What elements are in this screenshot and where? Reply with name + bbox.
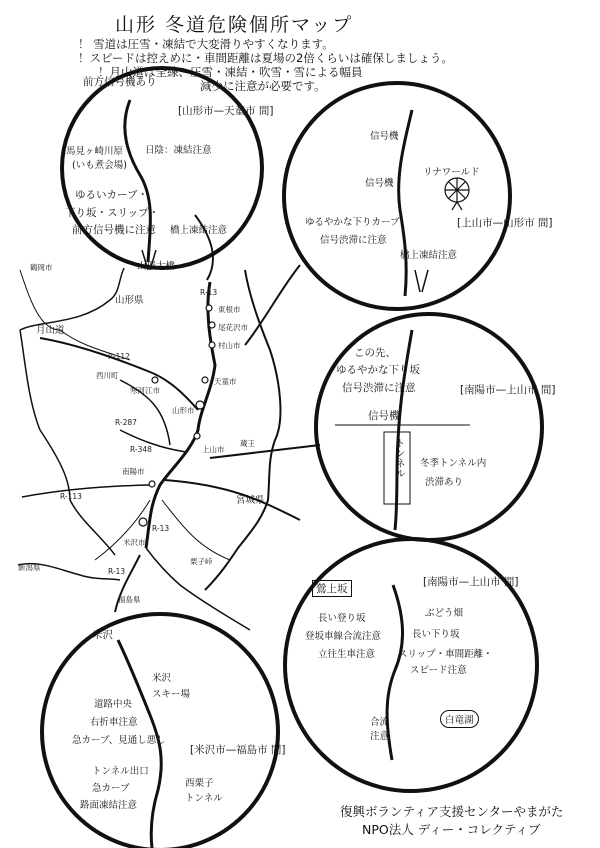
map-annotation: 信号機 <box>368 410 400 422</box>
map-label: 米沢市 <box>123 538 146 547</box>
road-circle2 <box>399 110 412 296</box>
map-label: 尾花沢市 <box>218 323 248 332</box>
section-label: [南陽市—上山市 間] <box>423 576 519 588</box>
map-annotation: (いも煮会場) <box>72 160 127 171</box>
map-label: 東根市 <box>218 305 241 314</box>
map-label: 天童市 <box>214 377 237 386</box>
map-label: 村山市 <box>218 341 241 350</box>
map-annotation: 右折車注意 <box>90 717 138 728</box>
section-label: [南陽市—上山市 間] <box>460 384 556 396</box>
map-annotation: 長い登り坂 <box>318 613 366 624</box>
road-circle4 <box>387 585 402 760</box>
map-annotation: ぶどう畑 <box>425 608 464 619</box>
footer-org: NPO法人 ディー・コレクティブ <box>362 822 541 837</box>
map-annotation: 急カーブ、見通し悪し <box>72 735 166 746</box>
arrow-to-circle3 <box>210 445 320 458</box>
map-label: 鶴岡市 <box>30 263 53 272</box>
road-misc-1 <box>95 500 150 560</box>
map-label: R-112 <box>108 352 130 361</box>
map-annotation: 下り坂・スリップ・ <box>65 207 160 219</box>
map-annotation: 白竜湖 <box>440 710 479 728</box>
map-annotation: 信号機 <box>370 131 399 142</box>
map-annotation: 路面凍結注意 <box>80 800 138 811</box>
ferris-wheel-icon <box>445 178 469 210</box>
road-circle1 <box>125 100 151 262</box>
map-annotation: スピード注意 <box>410 665 467 676</box>
map-annotation: 日陰：凍結注意 <box>145 145 212 156</box>
map-annotation: 鶯上坂 <box>312 580 352 597</box>
map-annotation: 米沢 <box>92 629 113 641</box>
map-annotation: 信号機 <box>365 178 394 189</box>
map-label: 寒河江市 <box>130 386 160 395</box>
map-annotation: トンネル <box>393 438 404 478</box>
map-annotation: トンネル出口 <box>92 766 149 777</box>
map-label: 新潟県 <box>18 563 41 572</box>
section-label: [山形市—天童市 間] <box>178 105 274 117</box>
map-label: 蔵王 <box>240 439 255 448</box>
map-label: R-113 <box>60 492 82 501</box>
map-annotation: 前方信号機に注意 <box>72 224 156 236</box>
map-annotation: ゆるいカーブ・ <box>75 189 148 201</box>
bridge-marker-circle2 <box>415 270 428 292</box>
map-label: 山形県 <box>115 295 144 306</box>
page-title: 山形 冬道危険個所マップ <box>115 14 354 36</box>
road-circle3 <box>395 330 412 530</box>
map-annotation: 信号渋滞に注意 <box>342 382 416 394</box>
route-r113 <box>22 485 150 497</box>
map-annotation: 信号渋滞に注意 <box>320 235 387 246</box>
section-label: [上山市—山形市 間] <box>457 217 553 229</box>
map-annotation: スキー場 <box>152 689 191 700</box>
map-annotation: 米沢 <box>152 673 172 684</box>
map-annotation: 登坂車線合流注意 <box>305 631 382 642</box>
warning-line: ！ 雪道は圧雪・凍結で大変滑りやすくなります。 <box>78 37 334 51</box>
map-annotation: ゆるやかな下り坂 <box>336 364 420 376</box>
footer-org: 復興ボランティア支援センターやまがた <box>340 804 564 819</box>
map-label: R-13 <box>200 288 218 297</box>
map-annotation: 馬見ヶ崎川原 <box>66 146 124 157</box>
arrow-to-circle4 <box>165 480 300 520</box>
map-annotation: トンネル <box>185 793 223 804</box>
map-label: 西川町 <box>96 371 119 380</box>
callout-circle-kaminoyama-yamagata <box>284 83 510 309</box>
map-annotation: リナワールド <box>423 167 480 178</box>
map-label: R-348 <box>130 445 152 454</box>
map-label: R-287 <box>115 418 137 427</box>
map-annotation: 橋上凍結注意 <box>400 250 458 261</box>
callout-circle-yonezawa-fukushima <box>42 614 278 848</box>
map-annotation: ゆるやかな下りカーブ <box>305 217 400 228</box>
warning-line: ！月山道は全線、圧雪・凍結・吹雪・雪による幅員 <box>98 65 363 79</box>
map-label: 月山道 <box>36 325 65 336</box>
map-annotation: 山形大橋 <box>137 261 176 272</box>
map-annotation: 急カーブ <box>92 783 130 794</box>
warning-line: ！スピードは控えめに・車間距離は夏場の2倍くらいは確保しましょう。 <box>78 51 453 65</box>
map-annotation: 長い下り坂 <box>412 629 460 640</box>
map-label: R-13 <box>108 567 126 576</box>
map-annotation: 合流 <box>370 717 390 728</box>
warning-line: 減少に注意が必要です。 <box>200 79 326 93</box>
section-label: [米沢市—福島市 間] <box>190 744 286 756</box>
map-label: 宮城県 <box>236 495 265 506</box>
map-annotation: 立往生車注意 <box>318 649 376 660</box>
map-annotation: 前方信号機あり <box>83 76 157 88</box>
map-label: 南陽市 <box>122 467 145 476</box>
map-label: 上山市 <box>202 445 225 454</box>
road-misc-2 <box>162 500 230 560</box>
map-annotation: 西栗子 <box>185 778 214 789</box>
map-label: 福島県 <box>118 595 141 604</box>
map-annotation: 注意 <box>370 731 390 742</box>
prefecture-border-east <box>205 270 280 590</box>
map-label: 栗子峠 <box>190 557 213 566</box>
map-annotation: 冬季トンネル内 <box>420 458 487 469</box>
map-annotation: この先、 <box>354 347 396 359</box>
map-label: 山形市 <box>172 406 195 415</box>
map-annotation: 道路中央 <box>94 699 133 710</box>
map-annotation: 渋滞あり <box>425 477 464 488</box>
callout-circle-nanyo-kaminoyama-1 <box>316 314 542 540</box>
map-annotation: スリップ・車間距離・ <box>398 649 493 660</box>
map-label: R-13 <box>152 524 170 533</box>
map-annotation: 橋上凍結注意 <box>170 225 228 236</box>
route-r112 <box>40 338 198 410</box>
